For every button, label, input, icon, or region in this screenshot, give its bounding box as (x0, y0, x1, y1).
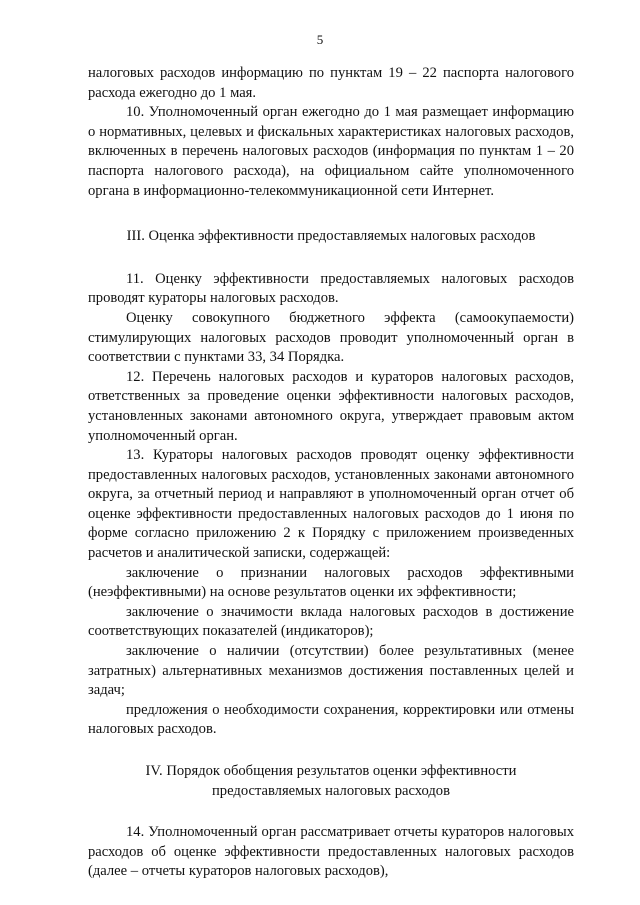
paragraph-12: 12. Перечень налоговых расходов и кураторов налоговых расходов, ответственных за проведение оценки эффективности налоговых расходов, установленных законами автономного округа, утверждает правовым актом уполномоченный орган. (88, 368, 574, 444)
paragraph-14: 14. Уполномоченный орган рассматривает отчеты кураторов налоговых расходов об оценке эффективности предоставленных налоговых расходов (далее – отчеты кураторов налоговых расходов), (88, 824, 574, 880)
section-4-heading-line1: IV. Порядок обобщения результатов оценки эффективности (145, 763, 517, 779)
paragraph-11-cont: Оценку совокупного бюджетного эффекта (самоокупаемости) стимулирующих налоговых расходов проводит уполномоченный орган в соответствии с пунктами 33, 34 Порядка. (88, 309, 574, 366)
list-item-proposals: предложения о необходимости сохранения, корректировки или отмены налоговых расходов. (88, 701, 574, 738)
list-item-conclusion-alternatives: заключение о наличии (отсутствии) более результативных (менее затратных) альтернативных механизмов достижения поставленных целей и задач; (88, 643, 574, 699)
section-4-heading-line2: предоставляемых налоговых расходов (212, 782, 450, 799)
paragraph-continuation: налоговых расходов информацию по пунктам 19 – 22 паспорта налогового расхода ежегодно до 1 мая. (88, 65, 574, 101)
section-3-heading: III. Оценка эффективности предоставляемых налоговых расходов (126, 228, 536, 245)
document-body (88, 64, 574, 882)
paragraph-13: 13. Кураторы налоговых расходов проводят оценку эффективности предоставленных налоговых расходов, установленных законами автономного округа, за отчетный период и направляют в уполномоченный орган отчет об оценке эффективности предоставленных налоговых расходов до 1 июня по форме согласно приложению 2 к Порядку с приложением произведенных расчетов и аналитической записки, содержащей: (88, 447, 574, 562)
list-item-conclusion-efficiency: заключение о признании налоговых расходов эффективными (неэффективными) на основе результатов оценки их эффективности; (88, 564, 574, 601)
section-4-heading (88, 762, 574, 801)
page-number: 5 (316, 32, 324, 47)
list-item-conclusion-significance: заключение о значимости вклада налоговых расходов в достижение соответствующих показателей (индикаторов); (88, 603, 574, 640)
paragraph-10: 10. Уполномоченный орган ежегодно до 1 мая размещает информацию о нормативных, целевых и фискальных характеристиках налоговых расходов, включенных в перечень налоговых расходов (информация по пунктам 1 – 20 паспорта налогового расхода), на официальном сайте уполномоченного органа в информационно-телекоммуникационной сети Интернет. (88, 104, 574, 199)
paragraph-11: 11. Оценку эффективности предоставляемых налоговых расходов проводят кураторы налоговых расходов. (88, 270, 574, 307)
